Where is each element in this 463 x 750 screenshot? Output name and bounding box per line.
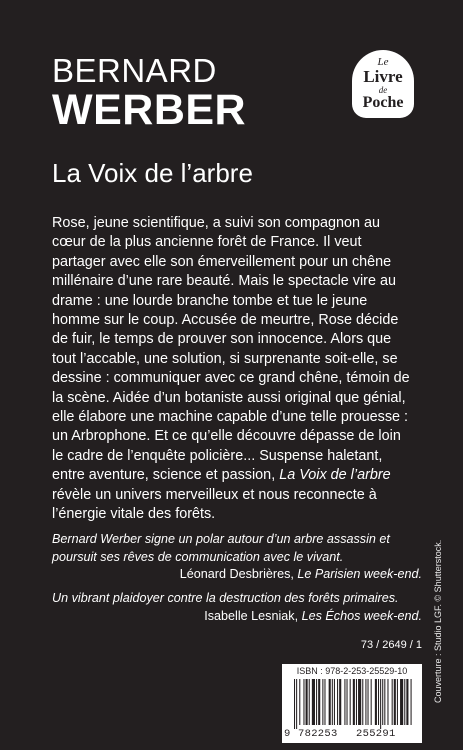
logo-line-4: Poche	[362, 94, 404, 111]
quote-author: Léonard Desbrières,	[179, 567, 298, 581]
quote-source: Le Parisien week-end.	[297, 567, 422, 581]
cover-credit: Couverture : Studio LGF. © Shutterstock.	[433, 539, 443, 703]
author-first-name: BERNARD	[52, 52, 217, 89]
isbn-label: ISBN : 978-2-253-25529-10	[296, 666, 408, 676]
barcode-digit-first: 9	[284, 728, 291, 740]
publisher-logo	[352, 50, 414, 118]
quote-text: Un vibrant plaidoyer contre la destruction des forêts primaires.	[52, 591, 399, 605]
catalog-code: 73 / 2649 / 1	[360, 639, 422, 651]
quote-attribution	[52, 608, 422, 626]
press-quote-2	[52, 590, 422, 625]
blurb	[52, 214, 412, 525]
logo-line-2: Livre	[363, 67, 403, 86]
blurb-text-2: révèle un univers merveilleux et nous reconnecte à l’énergie vitale des forêts.	[52, 486, 377, 523]
logo-line-3: de	[378, 85, 388, 95]
barcode-digits-right: 255291	[356, 728, 396, 740]
quote-text: Bernard Werber signe un polar autour d’un arbre assassin et poursuit ses rêves de communication avec le vivant.	[52, 532, 390, 564]
barcode-box	[282, 664, 422, 743]
blurb-title-italic: La Voix de l’arbre	[279, 467, 391, 484]
quote-source: Les Échos week-end.	[301, 608, 422, 623]
author-last-name: WERBER	[52, 86, 247, 134]
quote-attribution	[52, 566, 422, 584]
barcode	[294, 679, 412, 729]
blurb-text-1: Rose, jeune scientifique, a suivi son compagnon au cœur de la plus ancienne forêt de France. Il veut partager avec elle son émerveillement pour un chêne millénaire d’une rare beauté. Mais le spectacle vire au drame : une lourde branche tombe et tue le jeune homme sur le coup. Accusée de meurtre, Rose décide de fuir, le temps de prouver son innocence. Alors que tout l’accable, une solution, si surprenante soit-elle, se dessine : communiquer avec ce grand chêne, témoin de la scène. Aidée d’un botaniste aussi original que génial, elle élabore une machine capable d’une telle prouesse : un Arbrophone. Et ce qu’elle découvre dépasse de loin le cadre de l’enquête policière... Suspense haletant, entre aventure, science et passion,	[52, 215, 410, 484]
quote-author: Isabelle Lesniak,	[204, 608, 302, 623]
press-quote-1	[52, 531, 422, 584]
barcode-digits-left: 782253	[298, 728, 338, 740]
book-title: La Voix de l’arbre	[52, 158, 253, 188]
logo-line-1: Le	[377, 56, 389, 68]
